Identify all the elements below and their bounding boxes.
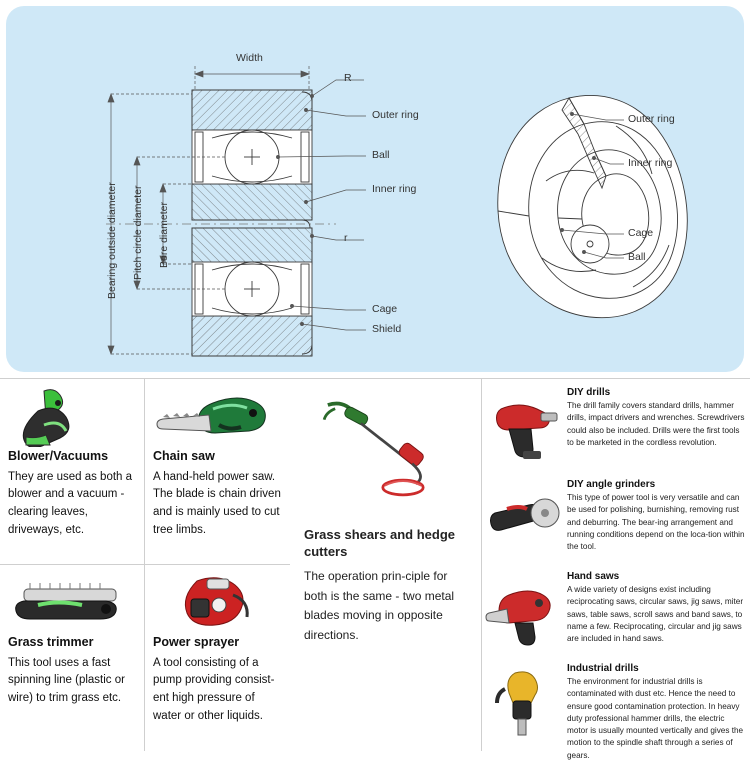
label-r-upper: R [344,72,352,84]
list-item [483,567,750,659]
tool-card-chain-saw [145,379,290,565]
list-item-title: Hand saws [567,571,620,582]
label-ball: Ball [372,149,390,161]
industrial-drill-icon [485,667,563,739]
tool-card-grass-trimmer [0,565,145,751]
label-pitch-circle-diameter: Pitch circle diameter [132,185,144,280]
power-tools-section [0,378,750,760]
label-bore-diameter: Bore diameter [158,202,170,268]
tool-body: A hand-held power saw. The blade is chain driven and is mainly used to cut tree limbs. [153,470,281,537]
tool-body: They are used as both a blower and a vacuum -clearing leaves, driveways, etc. [8,470,133,537]
list-item-text [567,663,745,762]
tool-body: This tool uses a fast spinning line (plastic or wire) to trim grass etc. [8,656,125,705]
tool-title: Grass shears and hedge cutters [304,527,456,559]
label-width: Width [236,52,263,64]
list-item-text [567,387,745,449]
tool-title: Grass trimmer [8,635,94,649]
list-item [483,475,750,567]
label-bearing-outside-diameter: Bearing outside diameter [106,182,118,299]
angle-grinder-icon [485,483,563,555]
list-item-body: The drill family covers standard drills, hammer drills, impact drivers and wrenches. Screwdrivers could also be included. Drills were the first tools to be marketed in the cordless revolution. [567,401,745,447]
label-shield: Shield [372,323,402,335]
chain-saw-icon [153,385,283,447]
label-cage-3d: Cage [628,227,654,239]
tool-card-power-sprayer [145,565,290,751]
tool-body: The operation prin-ciple for both is the same - two metal blades moving in opposite directions. [304,568,455,643]
list-item [483,659,750,760]
label-inner-ring-3d: Inner ring [628,157,673,169]
label-cage: Cage [372,303,398,315]
hand-saw-icon [485,575,563,647]
list-item [483,383,750,475]
list-item-body: This type of power tool is very versatile and can be used for polishing, burnishing, removing rust and deburring. The bear-ing arrangement and running conditions depend on the loca-tion within the tool. [567,493,745,552]
label-ball-3d: Ball [628,251,646,263]
diy-drill-icon [485,391,563,463]
hedge-cutter-icon [304,389,469,509]
label-inner-ring: Inner ring [372,183,417,195]
list-item-text [567,571,745,645]
tool-title: Chain saw [153,449,215,463]
tool-title: Power sprayer [153,635,240,649]
industrial-tools-list [483,379,750,760]
power-sprayer-icon [153,571,283,633]
list-item-title: DIY angle grinders [567,479,656,490]
tool-body: A tool consisting of a pump providing consist-ent high pressure of water or other liquids. [153,656,275,723]
tool-card-blower-vacuums [0,379,145,565]
list-item-title: Industrial drills [567,663,639,674]
label-outer-ring-3d: Outer ring [628,113,675,125]
label-r-lower: r [344,232,348,244]
grass-trimmer-icon [8,571,138,633]
blower-vacuum-icon [8,385,138,447]
list-item-body: A wide variety of designs exist including reciprocating saws, circular saws, jig saws, miter saws, table saws, scroll saws and band saws, to name a few. Reciprocating, circular and jig saws are included in hand saws. [567,585,744,644]
tool-card-grass-shears [292,379,482,751]
list-item-body: The environment for industrial drills is contaminated with dust etc. Hence the need to ensure good contamination protection. In heavy duty professional hammer drills, the electric motor is usually mounted vertically and gives the motion to the spindle shaft through a series of gears. [567,677,744,760]
label-outer-ring: Outer ring [372,109,419,121]
tool-title: Blower/Vacuums [8,449,109,463]
list-item-text [567,479,745,553]
bearing-diagram-panel [6,6,744,372]
list-item-title: DIY drills [567,387,611,398]
